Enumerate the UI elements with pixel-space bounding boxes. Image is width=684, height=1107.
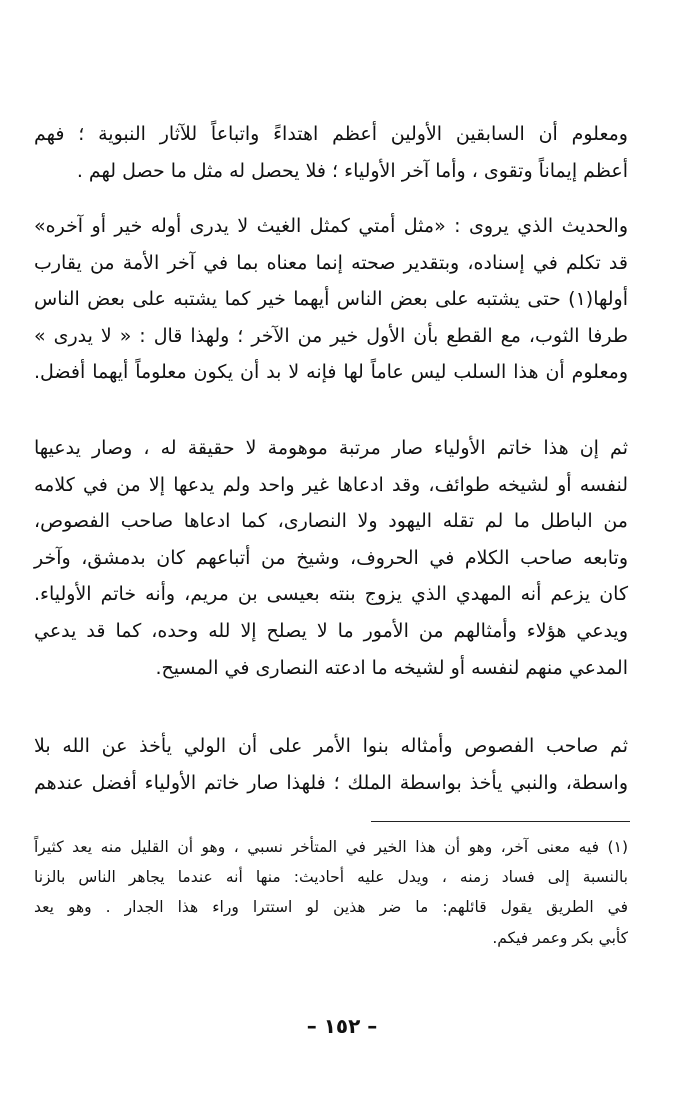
- footnote-separator: [371, 821, 630, 822]
- text-line: طرفا الثوب، مع القطع بأن الأول خير من الآخر ؛ ولهذا قال : « لا يدرى »: [34, 324, 628, 347]
- text-line: وتابعه صاحب الكلام في الحروف، وشيخ من أتباعهم كان بدمشق، وآخر: [34, 546, 628, 569]
- text-line: واسطة، والنبي يأخذ بواسطة الملك ؛ فلهذا صار خاتم الأولياء أفضل عندهم: [34, 771, 628, 794]
- text-line: ويدعي هؤلاء وأمثالهم من الأمور ما لا يصلح إلا لله وحده، كما قد يدعي: [34, 619, 628, 642]
- page-number: – ١٥٢ –: [306, 1014, 378, 1038]
- text-line: ومعلوم أن السابقين الأولين أعظم اهتداءً واتباعاً للآثار النبوية ؛ فهم: [34, 123, 628, 145]
- paragraph-1: [34, 116, 628, 189]
- paragraph-3: [34, 430, 628, 686]
- text-line: أولها(١) حتى يشتبه على بعض الناس أيهما خير كما يشتبه على بعض الناس: [34, 288, 628, 311]
- text-line: أعظم إيماناً وتقوى ، وأما آخر الأولياء ؛ فلا يحصل له مثل ما حصل لهم .: [76, 159, 628, 182]
- footnotes: [34, 832, 628, 953]
- footnote-line: بالنسبة إلى فساد زمنه ، ويدل عليه أحاديث: منها أنه عندما يجاهر الناس بالزنا: [34, 868, 628, 887]
- text-line: قد تكلم في إسناده، وبتقدير صحته إنما معناه بما في آخر الأمة من يقارب: [34, 251, 628, 274]
- text-line: المدعي منهم لنفسه أو لشيخه ما ادعته النصارى في المسيح.: [155, 656, 628, 679]
- paragraph-2: [34, 208, 628, 391]
- footnote-line: كأبي بكر وعمر فيكم.: [492, 928, 628, 947]
- text-line: والحديث الذي يروى : «مثل أمتي كمثل الغيث لا يدرى أوله خير أو آخره»: [34, 215, 628, 237]
- text-line: ثم إن هذا خاتم الأولياء صار مرتبة موهومة لا حقيقة له ، وصار يدعيها: [34, 437, 628, 459]
- text-line: لنفسه أو لشيخه طوائف، وقد ادعاها غير واحد ولم يدعها إلا من في كلامه: [34, 473, 628, 496]
- text-line: من الباطل ما لم تقله اليهود ولا النصارى، كما ادعاها صاحب الفصوص،: [34, 510, 628, 533]
- footnote-line: في الطريق يقول قائلهم: ما ضر هذين لو استترا وراء هذا الجدار . وهو يعد: [34, 898, 628, 917]
- footnote-line: (١) فيه معنى آخر، وهو أن هذا الخير في المتأخر نسبي ، وهو أن القليل منه يعد كثيراً: [34, 838, 628, 856]
- text-line: كان يزعم أنه المهدي الذي يزوج بنته بعيسى بن مريم، وأنه خاتم الأولياء.: [34, 583, 628, 606]
- paragraph-4: [34, 728, 628, 801]
- text-line: ثم صاحب الفصوص وأمثاله بنوا الأمر على أن الولي يأخذ عن الله بلا: [34, 735, 628, 757]
- text-line: ومعلوم أن هذا السلب ليس عاماً لها فإنه لا بد أن يكون معلوماً أيهما أفضل.: [34, 361, 628, 384]
